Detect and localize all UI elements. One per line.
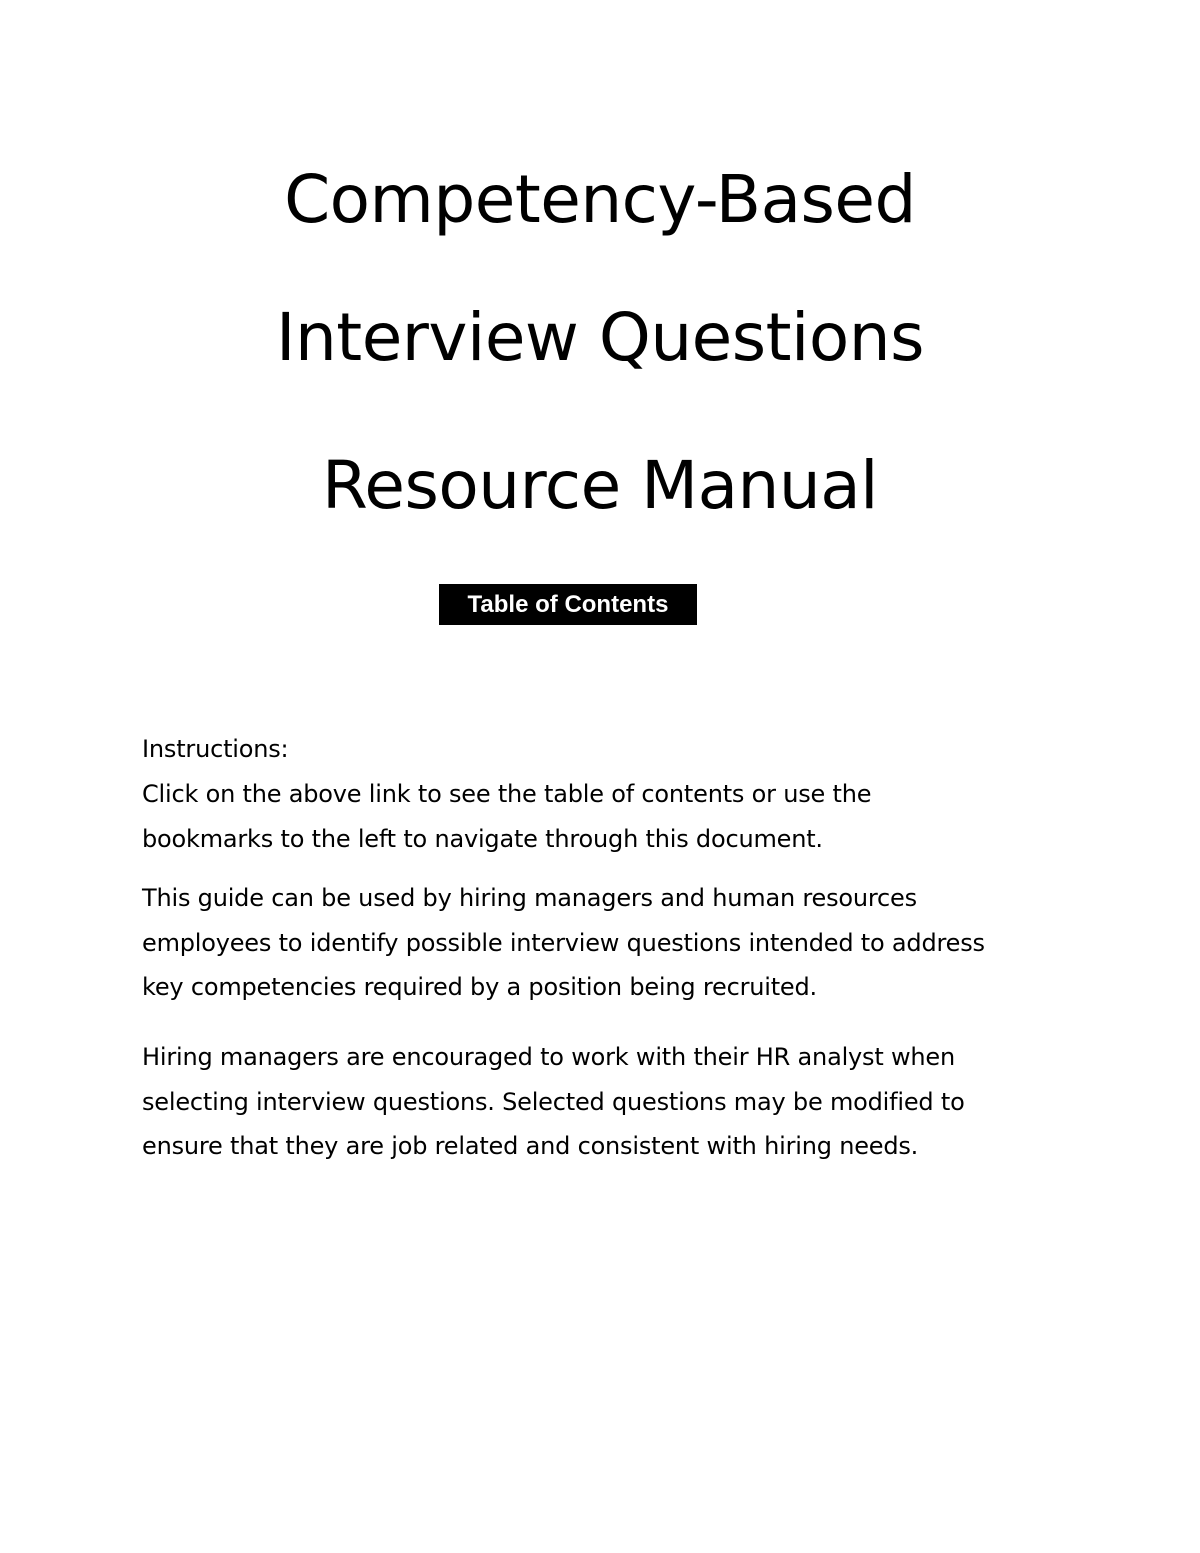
paragraph-hiring-managers bbox=[142, 1035, 1072, 1169]
paragraph-guide-usage bbox=[142, 876, 1072, 1010]
paragraph-line: Hiring managers are encouraged to work with their HR analyst when bbox=[142, 1043, 956, 1071]
table-of-contents-link[interactable]: Table of Contents bbox=[439, 584, 697, 625]
title-line-2: Interview Questions bbox=[276, 299, 924, 376]
title-line-3: Resource Manual bbox=[322, 447, 878, 524]
paragraph-line: employees to identify possible interview questions intended to address bbox=[142, 928, 985, 957]
instructions-label: Instructions: bbox=[142, 735, 289, 763]
paragraph-line: This guide can be used by hiring managers and human resources bbox=[142, 884, 917, 912]
paragraph-line: key competencies required by a position being recruited. bbox=[142, 973, 817, 1001]
title-line-1: Competency-Based bbox=[284, 161, 916, 238]
instructions-text bbox=[142, 772, 1072, 861]
instructions-line: bookmarks to the left to navigate through this document. bbox=[142, 824, 823, 853]
paragraph-line: selecting interview questions. Selected questions may be modified to bbox=[142, 1087, 965, 1116]
paragraph-line: ensure that they are job related and consistent with hiring needs. bbox=[142, 1132, 919, 1160]
instructions-line: Click on the above link to see the table of contents or use the bbox=[142, 780, 872, 808]
